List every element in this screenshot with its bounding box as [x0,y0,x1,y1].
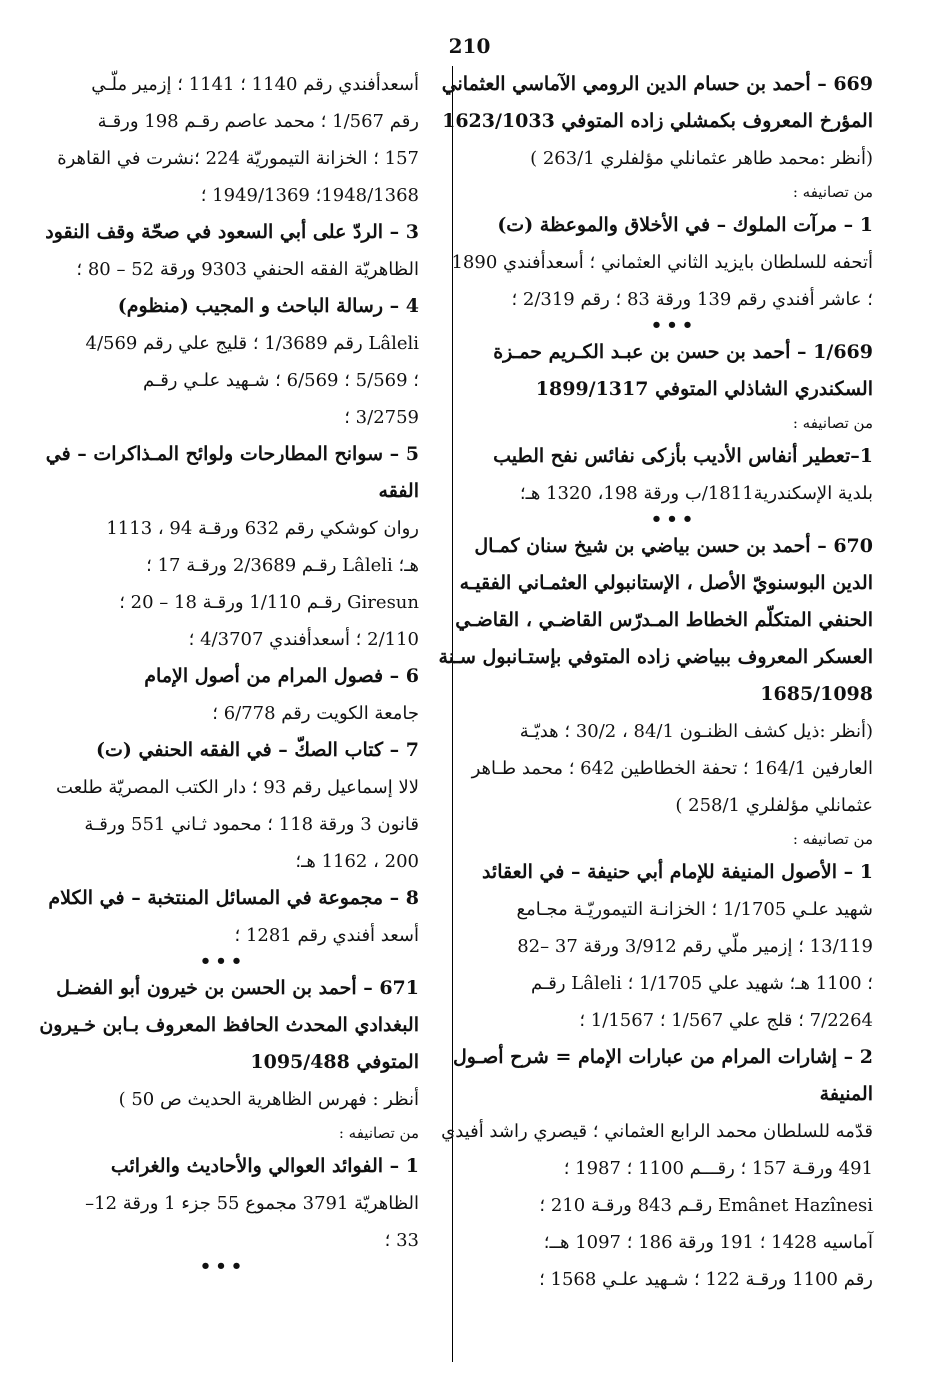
text-line: من تصانيفه : [792,414,873,432]
text-line: رقم 1100 ورقـة 122 ؛ شـهيد علـي 1568 ؛ [539,1269,873,1290]
entry-heading: الحنفي المتكلّم الخطاط المـدرّس القاضـي ، القاضـي [455,609,873,631]
text-line: Giresun رقـم 1/110 ورقـة 18 – 20 ؛ [119,592,419,613]
section-separator: ••• [199,951,247,972]
entry-heading: 7 – كتاب الصكّ – في الفقه الحنفي (ت) [96,739,419,761]
text-line: Lâleli رقم 1/3689 ؛ قليج علي رقم 4/569 [85,333,419,354]
entry-heading: 2 – إشارات المرام من عبارات الإمام = شرح أصـول [452,1046,873,1068]
text-line: 7/2264 ؛ قلج علي 1/567 ؛ 1/1567 ؛ [579,1010,873,1031]
entry-heading: المؤرخ المعروف بكمشلي زاده المتوفي 1623/1033 [442,110,873,132]
text-line: ؛ 5/569 ؛ 6/569 ؛ شـهيد علـي رقـم [142,370,419,391]
text-line: جامعة الكويت رقم 6/778 ؛ [212,703,419,724]
section-separator: ••• [199,1256,247,1277]
text-line: ؛ 1100 هـ؛ شهيد علي 1/1705 ؛ Lâleli رقـم [531,973,873,994]
text-line: (أنظر :محمد طاهر عثمانلي مؤلفلري 263/1 ) [530,148,873,169]
text-line: لالا إسماعيل رقم 93 ؛ دار الكتب المصريّة طلعت [56,777,419,798]
page-number: 210 [448,34,491,58]
entry-heading: 6 – فصول المرام من أصول الإمام [144,665,419,687]
text-line: أسعد أفندي رقم 1281 ؛ [234,925,419,946]
text-line: أتحفه للسلطان بايزيد الثاني العثماني ؛ أسعدأفندي 1890 [451,252,873,273]
entry-heading: المتوفي 1095/488 [250,1051,419,1073]
entry-heading: 1 – مرآت الملوك – في الأخلاق والموعظة (ت) [497,214,873,236]
entry-heading: المنيفة [819,1083,873,1105]
entry-heading: 670 – أحمد بن حسن بياضي بن شيخ سنان كمـال [474,535,873,557]
entry-heading: 671 – أحمد بن الحسن بن خيرون أبو الفضـل [56,977,419,999]
entry-heading: 669 – أحمد بن حسام الدين الرومي الآماسي العثماني [441,73,873,95]
text-line: 200 ، 1162 هـ؛ [295,851,419,872]
entry-heading: العسكر المعروف ببياضي زاده المتوفي بإستـانبول سـنة [438,646,873,668]
text-line: هـ؛ Lâleli رقـم 2/3689 ورقـة 17 ؛ [146,555,419,576]
entry-heading: 1–تعطير أنفاس الأديب بأزكى نفائس نفح الطيب [493,445,873,467]
text-line: من تصانيفه : [792,830,873,848]
left-column [27,66,419,1275]
text-line: ؛ عاشر أفندي رقم 139 ورقة 83 ؛ رقم 2/319 ؛ [511,289,873,310]
entry-heading: 1 – الفوائد العوالي والأحاديث والغرائب [110,1155,419,1177]
text-line: أنظر : فهرس الظاهرية الحديث ص 50 ) [118,1089,419,1110]
entry-heading: الفقه [378,480,419,502]
entry-heading: السكندري الشاذلي المتوفي 1899/1317 [535,378,873,400]
text-line: عثمانلي مؤلفلري 258/1 ) [675,795,873,816]
text-line: العارفين 164/1 ؛ تحفة الخطاطين 642 ؛ محمد طـاهر [471,758,873,779]
entry-heading: البغدادي المحدث الحافظ المعروف بـابن خـيرون [39,1014,419,1036]
text-line: 1948/1368؛ 1949/1369 ؛ [200,185,419,206]
text-line: من تصانيفه : [792,183,873,201]
text-line: 2/110 ؛ أسعدأفندي 4/3707 ؛ [188,629,419,650]
text-line: آماسيه 1428 ؛ 191 ورقة 186 ؛ 1097 هــ؛ [543,1232,873,1253]
text-line: روان كوشكي رقم 632 ورقـة 94 ، 1113 [106,518,419,539]
text-line: 13/119 ؛ إزمير ملّي رقم 3/912 ورقة 37 –82 [517,936,873,957]
entry-heading: الدين البوسنويّ الأصل ، الإستانبولي العثمـاني الفقيـه [459,572,873,594]
section-separator: ••• [650,509,698,530]
text-line: (أنظر :ذيل كشف الظنـون 84/1 ، 30/2 ؛ هديّـة [519,721,873,742]
text-line: بلدية الإسكندرية1811/ب ورقة 198، 1320 هـ؛ [519,483,873,504]
entry-heading: 1/669 – أحمد بن حسن بن عبـد الكـريم حمـزة [493,341,873,363]
text-line: 33 ؛ [384,1230,419,1251]
section-separator: ••• [650,315,698,336]
text-line: 157 ؛ الخزانة التيموريّة 224 ؛نشرت في القاهرة [57,148,419,169]
text-line: الظاهريّة الفقه الحنفي 9303 ورقة 52 – 80 ؛ [76,259,419,280]
text-line: Emânet Hazînesi رقـم 843 ورقـة 210 ؛ [539,1195,873,1216]
text-line: 3/2759 ؛ [344,407,419,428]
entry-heading: 3 – الردّ على أبي السعود في صحّة وقف النقود [45,221,419,243]
right-column [438,66,873,1298]
text-line: شهيد علـي 1/1705 ؛ الخزانـة التيموريّـة مجـامع [516,899,873,920]
text-line: من تصانيفه : [338,1124,419,1142]
text-line: أسعدأفندي رقم 1140 ؛ 1141 ؛ إزمير ملّـي [91,74,419,95]
entry-heading: 1 – الأصول المنيفة للإمام أبي حنيفة – في العقائد [481,861,873,883]
text-line: قانون 3 ورقة 118 ؛ محمود ثـاني 551 ورقـة [84,814,419,835]
entry-heading: 4 – رسالة الباحث و المجيب (منظوم) [117,295,419,317]
entry-heading: 5 – سوانح المطارحات ولوائح المـذاكرات – في [45,443,419,465]
entry-heading: 8 – مجموعة في المسائل المنتخبة – في الكلام [48,887,419,909]
entry-heading: 1685/1098 [760,683,873,705]
text-line: رقم 1/567 ؛ محمد عاصم رقـم 198 ورقـة [97,111,419,132]
text-line: الظاهريّة 3791 مجموع 55 جزء 1 ورقة 12– [85,1193,419,1214]
text-line: قدّمه للسلطان محمد الرابع العثماني ؛ قيصري راشد أفيدي [441,1121,873,1142]
text-line: 491 ورقـة 157 ؛ رقـــم 1100 ؛ 1987 ؛ [563,1158,873,1179]
